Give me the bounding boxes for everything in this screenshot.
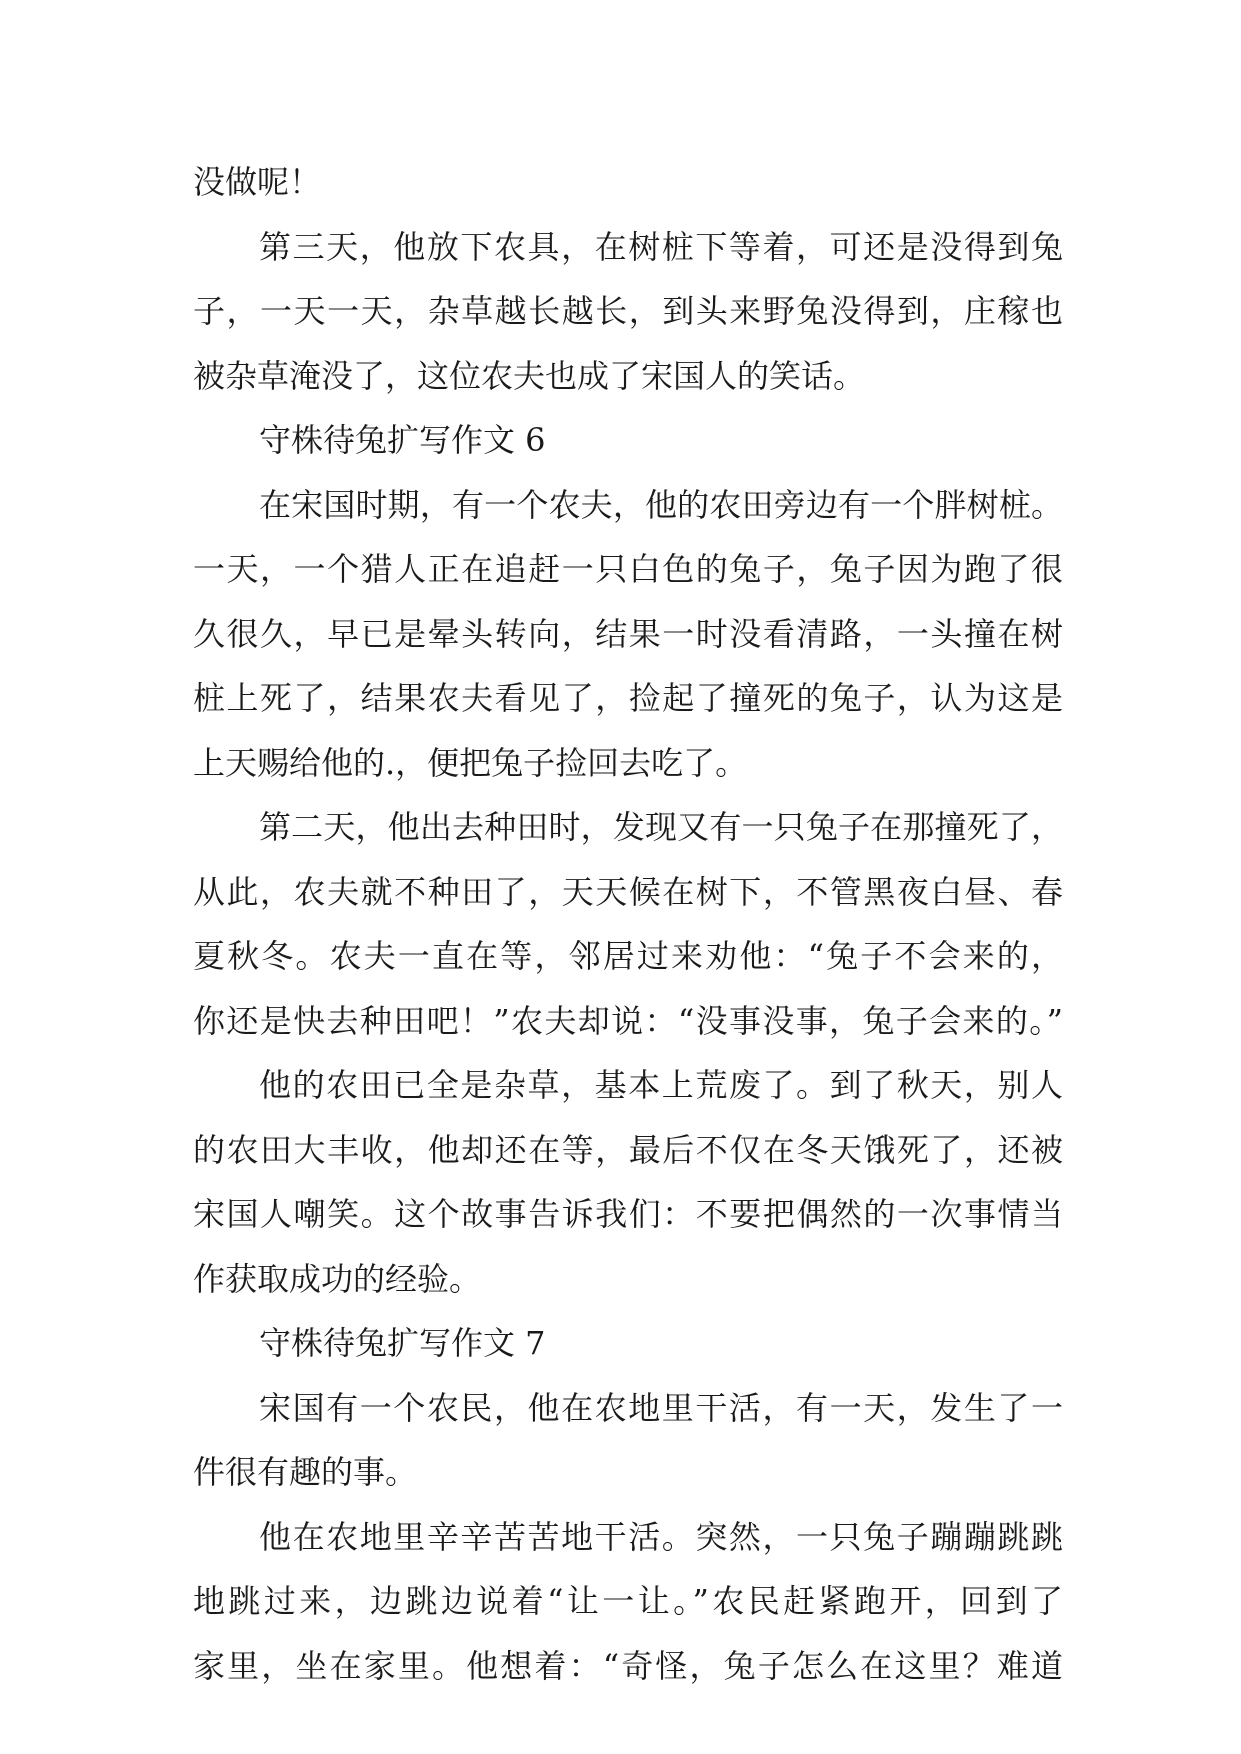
paragraph (193, 473, 1063, 796)
text-line: 宋国人嘲笑。这个故事告诉我们：不要把偶然的一次事情当 (193, 1195, 1063, 1233)
text-line: 作获取成功的经验。 (193, 1259, 482, 1298)
paragraph (193, 795, 1063, 1053)
heading-text: 守株待兔扩写作文 7 (259, 1324, 546, 1362)
text-line: 家里，坐在家里。他想着：“奇怪，兔子怎么在这里？难道 (193, 1646, 1063, 1685)
text-line: 久很久，早已是晕头转向，结果一时没看清路，一头撞在树 (193, 614, 1063, 653)
text-line: 一天，一个猎人正在追赶一只白色的兔子，兔子因为跑了很 (193, 550, 1063, 588)
heading-text: 守株待兔扩写作文 6 (259, 421, 546, 459)
section-heading (193, 408, 1063, 473)
paragraph (193, 1376, 1063, 1505)
text-line: 上天赐给他的.，便把兔子捡回去吃了。 (193, 743, 748, 782)
paragraph (193, 1505, 1063, 1699)
text-line: 地跳过来，边跳边说着“让一让。”农民赶紧跑开，回到了 (193, 1582, 1063, 1620)
text-line: 的农田大丰收，他却还在等，最后不仅在冬天饿死了，还被 (193, 1130, 1063, 1169)
text-line: 桩上死了，结果农夫看见了，捡起了撞死的兔子，认为这是 (193, 679, 1063, 717)
text-line: 子，一天一天，杂草越长越长，到头来野兔没得到，庄稼也 (193, 292, 1063, 330)
text-line: 宋国有一个农民，他在农地里干活，有一天，发生了一 (259, 1388, 1063, 1427)
text-line: 从此，农夫就不种田了，天天候在树下，不管黑夜白昼、春 (193, 872, 1063, 911)
text-line: 件很有趣的事。 (193, 1453, 418, 1491)
text-line: 他在农地里辛辛苦苦地干活。突然，一只兔子蹦蹦跳跳 (259, 1517, 1063, 1556)
paragraph (193, 215, 1063, 409)
text-line: 你还是快去种田吧！”农夫却说：“没事没事，兔子会来的。” (193, 1001, 1063, 1040)
text-line: 他的农田已全是杂草，基本上荒废了。到了秋天，别人 (259, 1066, 1063, 1104)
body-text (193, 150, 1063, 1698)
text-line: 第二天，他出去种田时，发现又有一只兔子在那撞死了， (259, 808, 1063, 846)
text-line: 第三天，他放下农具，在树桩下等着，可还是没得到兔 (259, 227, 1063, 266)
paragraph (193, 150, 1063, 215)
text-line: 没做呢！ (193, 163, 322, 201)
text-line: 在宋国时期，有一个农夫，他的农田旁边有一个胖树桩。 (259, 485, 1063, 524)
section-heading (193, 1311, 1063, 1376)
text-line: 夏秋冬。农夫一直在等，邻居过来劝他：“兔子不会来的， (193, 937, 1063, 975)
text-line: 被杂草淹没了，这位农夫也成了宋国人的笑话。 (193, 356, 866, 395)
paragraph (193, 1053, 1063, 1311)
